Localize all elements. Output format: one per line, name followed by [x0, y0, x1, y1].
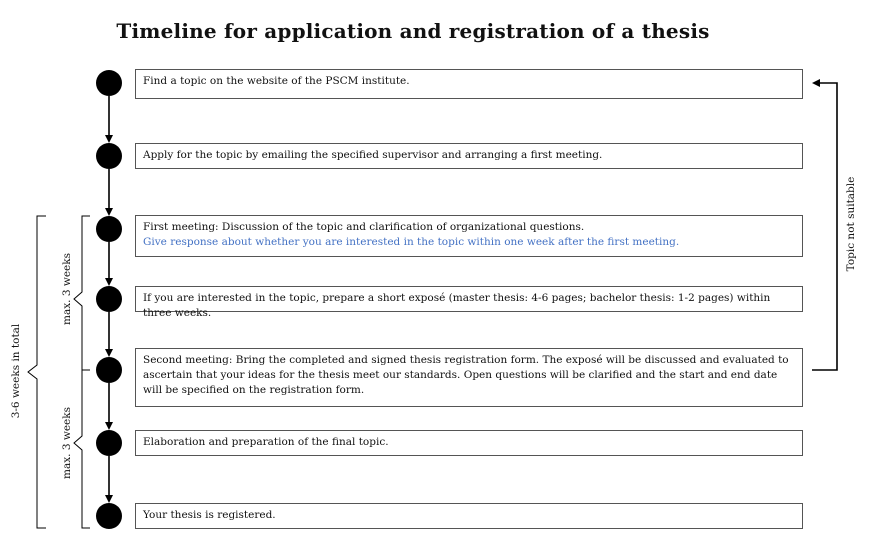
step-text-4: If you are interested in the topic, prepare a short exposé (master thesis: 4-6 pages; bachelor thesis: 1-2 pages) within three weeks.	[143, 292, 771, 319]
step-box-5	[135, 348, 803, 407]
step-box-6	[135, 430, 803, 456]
step-box-2	[135, 143, 803, 169]
step-box-4	[135, 286, 803, 319]
timeline-node-4	[96, 286, 122, 312]
timeline-node-1	[96, 70, 122, 96]
total-period-label: 3-6 weeks in total	[10, 323, 22, 419]
step-text-2: Apply for the topic by emailing the specified supervisor and arranging a first meeting.	[143, 149, 603, 161]
step-text-1: Find a topic on the website of the PSCM institute.	[143, 75, 410, 87]
timeline-node-3	[96, 216, 122, 242]
page-title: Timeline for application and registration of a thesis	[116, 19, 710, 43]
first-period-label: max. 3 weeks	[61, 253, 73, 325]
timeline-node-2	[96, 143, 122, 169]
step-box-7	[135, 503, 803, 529]
bracket-first-period	[74, 216, 90, 370]
second-period-label: max. 3 weeks	[61, 407, 73, 479]
step-box-3	[135, 215, 803, 257]
topic-not-suitable-label: Topic not suitable	[845, 176, 857, 272]
step-text-3: First meeting: Discussion of the topic and clarification of organizational questions.	[143, 221, 585, 233]
step-box-1	[135, 69, 803, 99]
step-text-5: Second meeting: Bring the completed and signed thesis registration form. The exposé will be discussed and evaluated to ascertain that your ideas for the thesis meet our standards. Open questions will be clarified and the start and end date will be specified on the registration form.	[143, 354, 789, 396]
step-note-3: Give response about whether you are interested in the topic within one week after the first meeting.	[143, 236, 680, 248]
timeline-node-7	[96, 503, 122, 529]
step-text-6: Elaboration and preparation of the final topic.	[143, 436, 389, 448]
timeline-node-5	[96, 357, 122, 383]
step-text-7: Your thesis is registered.	[143, 509, 276, 521]
timeline-node-6	[96, 430, 122, 456]
bracket-total	[28, 216, 46, 528]
bracket-second-period	[74, 370, 90, 528]
feedback-loop-line	[812, 83, 837, 370]
